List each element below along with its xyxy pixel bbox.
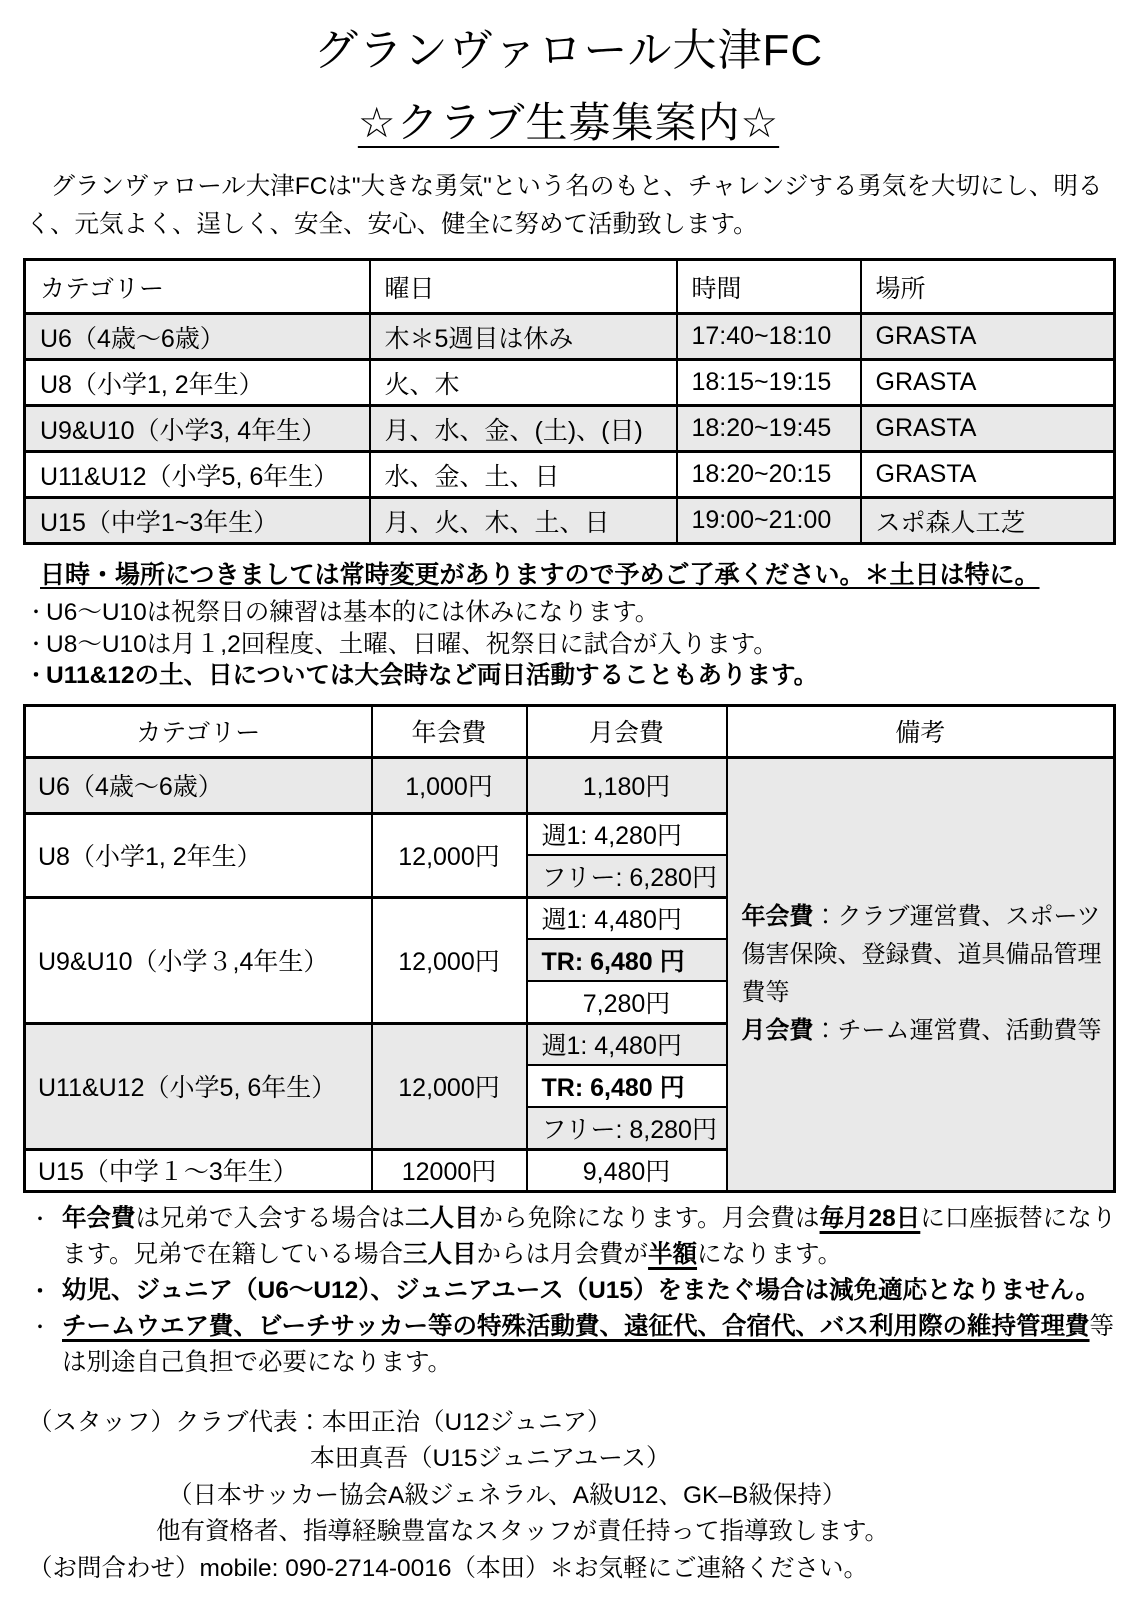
schedule-time: 17:40~18:10	[677, 314, 861, 360]
fee-note-segment: から免除になります。月会費は	[478, 1204, 820, 1232]
fee-note-segment: 二人目	[405, 1204, 479, 1232]
schedule-days: 月、水、金、(土)、(日)	[370, 406, 677, 452]
fee-note-segment: になります。	[697, 1240, 843, 1268]
schedule-table	[23, 258, 1116, 545]
schedule-time: 18:15~19:15	[677, 360, 861, 406]
fee-monthly: フリー: 8,280円	[527, 1107, 727, 1149]
schedule-category: U9&U10（小学3, 4年生）	[25, 406, 370, 452]
fee-notes-list	[0, 1201, 1137, 1381]
staff-line-coach: 本田真吾（U15ジュニアユース）	[310, 1445, 671, 1472]
schedule-warning-note: 日時・場所につきましては常時変更がありますので予めご了承ください。＊土日は特に。	[40, 561, 1040, 589]
schedule-note-text: U11&12の土、日については大会時など両日活動することもあります。	[46, 662, 819, 689]
fee-note-segment: チームウエア費、ビーチサッカー等の特殊活動費、遠征代、合宿代、バス利用際の維持管理費	[62, 1312, 1090, 1340]
fee-annual: 1,000円	[372, 757, 527, 813]
fee-category: U8（小学1, 2年生）	[25, 813, 372, 897]
fee-note-segment: 三人目	[403, 1240, 477, 1268]
schedule-days: 木＊5週目は休み	[370, 314, 677, 360]
schedule-days: 水、金、土、日	[370, 452, 677, 498]
fee-header-row	[25, 705, 1115, 757]
schedule-row-1	[25, 360, 1115, 406]
fee-remarks-text: ：クラブ運営費、スポーツ傷害保険、登録費、道具備品管理費等	[741, 903, 1102, 1006]
schedule-note-2	[0, 660, 1137, 692]
fee-note-1	[0, 1273, 1137, 1309]
fee-monthly: フリー: 6,280円	[527, 855, 727, 897]
fee-monthly: 9,480円	[527, 1149, 727, 1191]
fee-note-segment: 年会費	[62, 1204, 136, 1232]
fee-header-2: 月会費	[527, 705, 727, 757]
bullet-marker: ・	[26, 602, 46, 624]
bullet-marker: ・	[30, 1280, 50, 1303]
schedule-place: GRASTA	[861, 406, 1115, 452]
fee-monthly: 7,280円	[527, 981, 727, 1023]
staff-line-qualifications: （日本サッカー協会A級ジェネラル、A級U12、GK–B級保持）	[168, 1481, 847, 1509]
fee-monthly: 1,180円	[527, 757, 727, 813]
schedule-note-0	[0, 597, 1137, 629]
fee-remarks-line-0	[742, 898, 1104, 1012]
schedule-category: U15（中学1~3年生）	[25, 498, 370, 544]
fee-category: U15（中学１〜3年生）	[25, 1149, 372, 1191]
schedule-days: 月、火、木、土、日	[370, 498, 677, 544]
fee-remarks	[727, 757, 1115, 1191]
fee-note-segment: 幼児、ジュニア（U6〜U12）、ジュニアユース（U15）をまたぐ場合は減免適応となりません。	[62, 1276, 1100, 1304]
schedule-header-1: 曜日	[370, 260, 677, 314]
fee-note-segment: 等は別途自己負担で必要になります。	[62, 1312, 1115, 1376]
bullet-marker: ・	[30, 1208, 50, 1231]
fee-category: U6（4歳〜6歳）	[25, 757, 372, 813]
fee-monthly: 週1: 4,480円	[527, 1023, 727, 1065]
fee-note-segment: に口座振替になります。兄弟で在籍している場合	[62, 1204, 1117, 1268]
schedule-days: 火、木	[370, 360, 677, 406]
schedule-row-3	[25, 452, 1115, 498]
schedule-notes-list	[0, 597, 1137, 692]
fee-annual: 12,000円	[372, 897, 527, 1023]
schedule-note-1	[0, 629, 1137, 661]
footer	[0, 1405, 1137, 1588]
page-title: グランヴァロール大津FC	[313, 26, 824, 75]
fee-remarks-text: ：チーム運営費、活動費等	[813, 1017, 1102, 1044]
schedule-header-0: カテゴリー	[25, 260, 370, 314]
schedule-header-row	[25, 260, 1115, 314]
schedule-place: スポ森人工芝	[861, 498, 1115, 544]
fee-remarks-line-1	[742, 1012, 1104, 1050]
bullet-marker: ・	[26, 665, 46, 687]
schedule-row-2	[25, 406, 1115, 452]
schedule-category: U8（小学1, 2年生）	[25, 360, 370, 406]
fee-note-segment: は兄弟で入会する場合は	[135, 1204, 405, 1232]
contact-line: （お問合わせ）mobile: 090-2714-0016（本田）＊お気軽にご連絡ください。	[28, 1554, 868, 1582]
fee-note-segment: からは月会費が	[476, 1240, 649, 1268]
schedule-note-text: U6〜U10は祝祭日の練習は基本的には休みになります。	[46, 599, 660, 626]
fee-row-0-0	[25, 757, 1115, 813]
schedule-category: U6（4歳〜6歳）	[25, 314, 370, 360]
fee-monthly: 週1: 4,480円	[527, 897, 727, 939]
fee-monthly: TR: 6,480 円	[527, 1065, 727, 1107]
schedule-place: GRASTA	[861, 360, 1115, 406]
fee-note-segment: 半額	[648, 1240, 698, 1268]
fee-monthly: 週1: 4,280円	[527, 813, 727, 855]
schedule-time: 18:20~19:45	[677, 406, 861, 452]
fee-remarks-label: 月会費	[741, 1017, 814, 1044]
bullet-marker: ・	[26, 633, 46, 656]
fee-note-0	[0, 1201, 1137, 1273]
fee-monthly: TR: 6,480 円	[527, 939, 727, 981]
page-subtitle: ☆クラブ生募集案内☆	[357, 99, 780, 146]
fee-annual: 12000円	[372, 1149, 527, 1191]
fee-note-2	[0, 1309, 1137, 1381]
fee-annual: 12,000円	[372, 813, 527, 897]
schedule-row-4	[25, 498, 1115, 544]
fee-table	[23, 704, 1116, 1193]
schedule-time: 19:00~21:00	[677, 498, 861, 544]
staff-line-other: 他有資格者、指導経験豊富なスタッフが責任持って指導致します。	[156, 1518, 890, 1545]
fee-annual: 12,000円	[372, 1023, 527, 1149]
schedule-place: GRASTA	[861, 452, 1115, 498]
fee-header-1: 年会費	[372, 705, 527, 757]
schedule-time: 18:20~20:15	[677, 452, 861, 498]
fee-note-segment: 毎月28日	[819, 1204, 921, 1232]
schedule-row-0	[25, 314, 1115, 360]
fee-category: U9&U10（小学３,4年生）	[25, 897, 372, 1023]
schedule-category: U11&U12（小学5, 6年生）	[25, 452, 370, 498]
staff-line-representative: （スタッフ）クラブ代表：本田正治（U12ジュニア）	[28, 1408, 612, 1436]
fee-header-0: カテゴリー	[25, 705, 372, 757]
schedule-place: GRASTA	[861, 314, 1115, 360]
fee-remarks-label: 年会費	[741, 903, 814, 930]
schedule-note-text: U8〜U10は月１,2回程度、土曜、日曜、祝祭日に試合が入ります。	[46, 630, 778, 658]
fee-header-3: 備考	[727, 705, 1115, 757]
intro-paragraph: グランヴァロール大津FCは"大きな勇気"という名のもと、チャレンジする勇気を大切にし、明るく、元気よく、逞しく、安全、安心、健全に努めて活動致します。	[26, 173, 1103, 238]
fee-category: U11&U12（小学5, 6年生）	[25, 1023, 372, 1149]
bullet-marker: ・	[30, 1316, 50, 1339]
schedule-header-3: 場所	[861, 260, 1115, 314]
schedule-header-2: 時間	[677, 260, 861, 314]
